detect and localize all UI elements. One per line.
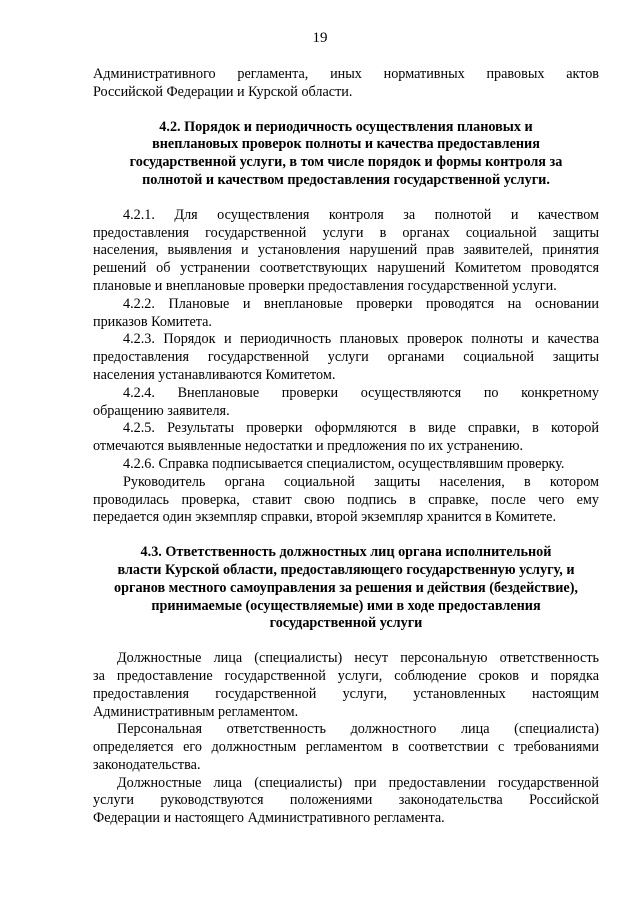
text-line: населения, выявления и установления нарушений прав заявителей, принятия (93, 242, 599, 259)
text-line: предоставления государственной услуги, установленных настоящим (93, 685, 599, 702)
text-line: проводилась проверка, ставит свою подпись в справке, после чего ему (93, 491, 599, 508)
paragraph-4-2-5 (93, 420, 599, 456)
text-line: Административным регламентом. (93, 703, 299, 720)
text-line: Персональная ответственность должностного лица (специалиста) (117, 721, 599, 738)
text-line: Должностные лица (специалисты) несут персональную ответственность (117, 650, 599, 667)
text-line: 4.2.3. Порядок и периодичность плановых проверок полноты и качества (123, 331, 599, 348)
text-line: передается один экземпляр справки, второй экземпляр хранится в Комитете. (93, 509, 556, 526)
text-line: за предоставление государственной услуги, соблюдение сроков и порядка (93, 667, 599, 684)
heading-line: полнотой и качеством предоставления государственной услуги. (142, 171, 550, 188)
heading-line: органов местного самоуправления за решения и действия (бездействие), (114, 579, 578, 596)
text-line: населения устанавливаются Комитетом. (93, 366, 336, 383)
text-line: предоставления государственной услуги в органах социальной защиты (93, 224, 599, 241)
heading-line: внеплановых проверок полноты и качества предоставления (152, 136, 540, 153)
text-line: решений об устранении соответствующих нарушений Комитетом проводятся (93, 260, 599, 277)
text-line: законодательства. (93, 756, 201, 773)
heading-line: 4.3. Ответственность должностных лиц органа исполнительной (140, 544, 552, 561)
paragraph-4-2-6 (93, 456, 599, 474)
text-line: Руководитель органа социальной защиты населения, в котором (123, 473, 599, 490)
document-body (93, 66, 599, 828)
text-line: отмечаются выявленные недостатки и предложения по их устранению. (93, 438, 524, 455)
text-line: 4.2.6. Справка подписывается специалистом, осуществлявшим проверку. (123, 455, 565, 472)
text-line: определяется его должностным регламентом в соответствии с требованиями (93, 739, 599, 756)
paragraph-4-3-personal (93, 721, 599, 774)
paragraph-4-2-1 (93, 207, 599, 296)
text-line: обращению заявителя. (93, 402, 230, 419)
heading-line: государственной услуги (269, 615, 423, 632)
heading-line: 4.2. Порядок и периодичность осуществления плановых и (159, 118, 533, 135)
heading-line: власти Курской области, предоставляющего государственную услугу, и (117, 561, 575, 578)
paragraph-4-2-2 (93, 296, 599, 332)
section-heading-4-2 (93, 119, 599, 190)
heading-line: государственной услуги, в том числе порядок и формы контроля за (129, 154, 563, 171)
section-heading-4-3 (93, 544, 599, 633)
text-line: Должностные лица (специалисты) при предоставлении государственной (117, 774, 599, 791)
text-line: 4.2.2. Плановые и внеплановые проверки проводятся на основании (123, 295, 599, 312)
text-line: 4.2.5. Результаты проверки оформляются в виде справки, в которой (123, 420, 599, 437)
text-line: 4.2.1. Для осуществления контроля за полнотой и качеством (123, 206, 599, 223)
paragraph-4-2-3 (93, 331, 599, 384)
paragraph-head-signature (93, 474, 599, 527)
text-line: приказов Комитета. (93, 313, 212, 330)
page-number: 19 (312, 30, 328, 46)
text-line: услуги руководствуются положениями законодательства Российской (93, 792, 599, 809)
intro-paragraph (93, 66, 599, 102)
text-line: плановые и внеплановые проверки предоставления государственной услуги. (93, 277, 557, 294)
paragraph-4-3-responsibility (93, 650, 599, 721)
heading-line: принимаемые (осуществляемые) ими в ходе предоставления (151, 597, 541, 614)
text-line: 4.2.4. Внеплановые проверки осуществляются по конкретному (123, 384, 599, 401)
text-line: Федерации и настоящего Административного регламента. (93, 810, 445, 827)
paragraph-4-2-4 (93, 385, 599, 421)
text-line: Российской Федерации и Курской области. (93, 83, 353, 100)
paragraph-4-3-guidance (93, 775, 599, 828)
text-line: предоставления государственной услуги органами социальной защиты (93, 349, 599, 366)
text-line: Административного регламента, иных нормативных правовых актов (93, 66, 599, 82)
